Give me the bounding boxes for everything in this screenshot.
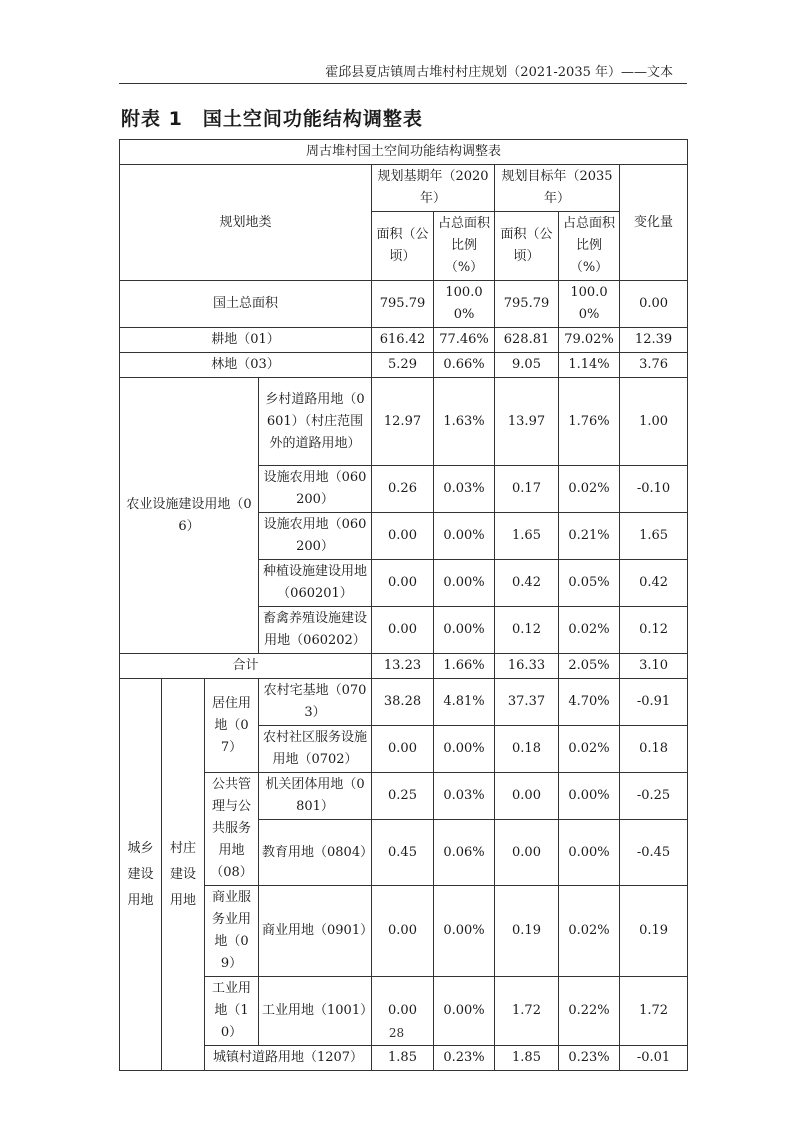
- cell-value: 1.85: [372, 1046, 434, 1071]
- table-row: [120, 281, 688, 328]
- cell-value: 0.21%: [559, 513, 620, 560]
- col-header-base-ratio: 占总面积比例（%）: [434, 212, 495, 281]
- table-row: [120, 378, 688, 466]
- table-row: [120, 328, 688, 353]
- cell-value: 0.00: [372, 977, 434, 1046]
- cell-value: 100.00%: [559, 281, 620, 328]
- cell-value: 1.76%: [559, 378, 620, 466]
- table-caption: 周古堆村国土空间功能结构调整表: [120, 140, 688, 165]
- row-label: 畜禽养殖设施建设用地（060202）: [259, 607, 372, 654]
- col-header-change: 变化量: [620, 165, 688, 281]
- cell-value: 0.12: [495, 607, 559, 654]
- group-label-public-service: 公共管理与公共服务用地（08）: [205, 773, 259, 886]
- cell-value: 4.70%: [559, 679, 620, 726]
- cell-value: 5.29: [372, 353, 434, 378]
- cell-value: 0.45: [372, 820, 434, 886]
- cell-value: 4.81%: [434, 679, 495, 726]
- cell-value: 0.19: [495, 886, 559, 977]
- table-row: [120, 654, 688, 679]
- cell-value: -0.45: [620, 820, 688, 886]
- row-label: 机关团体用地（0801）: [259, 773, 372, 820]
- cell-value: 13.97: [495, 378, 559, 466]
- cell-value: 795.79: [495, 281, 559, 328]
- cell-value: 0.00: [372, 886, 434, 977]
- row-label: 农村社区服务设施用地（0702）: [259, 726, 372, 773]
- row-label: 国土总面积: [120, 281, 372, 328]
- cell-value: 0.03%: [434, 773, 495, 820]
- cell-value: -0.10: [620, 466, 688, 513]
- cell-value: 0.19: [620, 886, 688, 977]
- cell-value: 3.76: [620, 353, 688, 378]
- row-label: 教育用地（0804）: [259, 820, 372, 886]
- cell-value: 1.72: [495, 977, 559, 1046]
- cell-value: 0.00%: [434, 886, 495, 977]
- cell-value: 0.06%: [434, 820, 495, 886]
- cell-value: 0.23%: [559, 1046, 620, 1071]
- cell-value: 0.05%: [559, 560, 620, 607]
- cell-value: 0.00: [495, 820, 559, 886]
- cell-value: 0.42: [620, 560, 688, 607]
- cell-value: 0.26: [372, 466, 434, 513]
- row-label: 乡村道路用地（0601）（村庄范围外的道路用地）: [259, 378, 372, 466]
- row-label: 耕地（01）: [120, 328, 372, 353]
- cell-value: 0.23%: [434, 1046, 495, 1071]
- cell-value: 12.39: [620, 328, 688, 353]
- row-label: 林地（03）: [120, 353, 372, 378]
- cell-value: 77.46%: [434, 328, 495, 353]
- group-label-commercial: 商业服务业用地（09）: [205, 886, 259, 977]
- cell-value: 0.22%: [559, 977, 620, 1046]
- cell-value: 1.65: [620, 513, 688, 560]
- cell-value: 3.10: [620, 654, 688, 679]
- cell-value: 100.00%: [434, 281, 495, 328]
- cell-value: 0.00%: [559, 773, 620, 820]
- group-label-agri-facility: 农业设施建设用地（06）: [120, 378, 259, 654]
- row-label: 合计: [120, 654, 372, 679]
- cell-value: 0.00%: [434, 726, 495, 773]
- col-header-category: 规划地类: [120, 165, 372, 281]
- cell-value: -0.25: [620, 773, 688, 820]
- cell-value: 0.02%: [559, 726, 620, 773]
- cell-value: 0.00: [372, 607, 434, 654]
- table-row: [120, 679, 688, 726]
- cell-value: 0.03%: [434, 466, 495, 513]
- cell-value: 0.00: [372, 560, 434, 607]
- group-label-village: 村庄建设用地: [162, 679, 205, 1071]
- cell-value: 0.00: [495, 773, 559, 820]
- header-divider: [119, 83, 687, 84]
- row-label: 工业用地（1001）: [259, 977, 372, 1046]
- cell-value: 0.18: [620, 726, 688, 773]
- cell-value: 1.66%: [434, 654, 495, 679]
- running-header: 霍邱县夏店镇周古堆村村庄规划（2021-2035 年）——文本: [325, 65, 673, 80]
- cell-value: 1.72: [620, 977, 688, 1046]
- row-label: 商业用地（0901）: [259, 886, 372, 977]
- cell-value: 79.02%: [559, 328, 620, 353]
- row-label: 设施农用地（060200）: [259, 513, 372, 560]
- cell-value: 38.28: [372, 679, 434, 726]
- cell-value: 0.00: [372, 513, 434, 560]
- cell-value: -0.91: [620, 679, 688, 726]
- group-label-residential: 居住用地（07）: [205, 679, 259, 773]
- cell-value: 0.00%: [434, 513, 495, 560]
- row-label: 种植设施建设用地（060201）: [259, 560, 372, 607]
- row-label: 城镇村道路用地（1207）: [205, 1046, 372, 1071]
- cell-value: 0.00%: [559, 820, 620, 886]
- col-header-base-area: 面积（公顷）: [372, 212, 434, 281]
- cell-value: 1.63%: [434, 378, 495, 466]
- page-title: 附表 1 国土空间功能结构调整表: [121, 108, 423, 130]
- cell-value: 1.14%: [559, 353, 620, 378]
- cell-value: 0.00: [620, 281, 688, 328]
- cell-value: 13.23: [372, 654, 434, 679]
- land-use-table: [119, 139, 688, 1071]
- cell-value: 0.00%: [434, 977, 495, 1046]
- cell-value: 0.02%: [559, 607, 620, 654]
- table-row: [120, 1046, 688, 1071]
- cell-value: -0.01: [620, 1046, 688, 1071]
- cell-value: 0.00: [372, 726, 434, 773]
- group-label-industrial: 工业用地（10）: [205, 977, 259, 1046]
- table-row: [120, 886, 688, 977]
- cell-value: 616.42: [372, 328, 434, 353]
- col-header-target-ratio: 占总面积比例（%）: [559, 212, 620, 281]
- cell-value: 0.02%: [559, 466, 620, 513]
- page-number: 28: [388, 1026, 405, 1040]
- table-row: [120, 773, 688, 820]
- row-label: 农村宅基地（0703）: [259, 679, 372, 726]
- cell-value: 0.00%: [434, 560, 495, 607]
- col-header-base-year: 规划基期年（2020 年）: [372, 165, 495, 212]
- cell-value: 0.66%: [434, 353, 495, 378]
- row-label: 设施农用地（060200）: [259, 466, 372, 513]
- cell-value: 1.85: [495, 1046, 559, 1071]
- cell-value: 12.97: [372, 378, 434, 466]
- cell-value: 0.17: [495, 466, 559, 513]
- cell-value: 1.65: [495, 513, 559, 560]
- cell-value: 9.05: [495, 353, 559, 378]
- col-header-target-year: 规划目标年（2035 年）: [495, 165, 620, 212]
- cell-value: 0.25: [372, 773, 434, 820]
- cell-value: 16.33: [495, 654, 559, 679]
- cell-value: 795.79: [372, 281, 434, 328]
- cell-value: 628.81: [495, 328, 559, 353]
- cell-value: 0.12: [620, 607, 688, 654]
- col-header-target-area: 面积（公顷）: [495, 212, 559, 281]
- cell-value: 37.37: [495, 679, 559, 726]
- cell-value: 1.00: [620, 378, 688, 466]
- cell-value: 0.18: [495, 726, 559, 773]
- table-row: [120, 353, 688, 378]
- cell-value: 0.02%: [559, 886, 620, 977]
- cell-value: 0.00%: [434, 607, 495, 654]
- cell-value: 2.05%: [559, 654, 620, 679]
- cell-value: 0.42: [495, 560, 559, 607]
- group-label-urban-rural: 城乡建设用地: [120, 679, 162, 1071]
